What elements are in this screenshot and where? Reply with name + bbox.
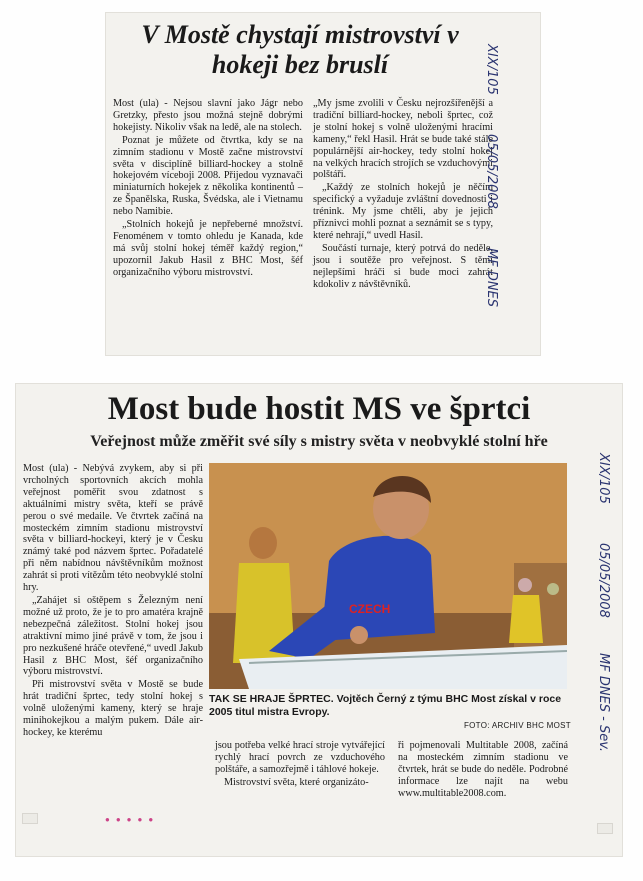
photo-credit: FOTO: ARCHIV BHC MOST [463, 721, 571, 730]
article-column-1 [113, 98, 303, 280]
subheadline: Veřejnost může změřit své síly s mistry světa v neobvyklé stolní hře [90, 433, 548, 450]
handwritten-date: 05/05/2008 [596, 543, 611, 618]
article-column-1 [23, 463, 203, 740]
headline: V Mostě chystají mistrovství v hokeji bez bruslí [141, 20, 459, 79]
caption-lead: TAK SE HRAJE ŠPRTEC. [209, 693, 334, 705]
jersey-text: CZECH [349, 602, 391, 616]
headline: Most bude hostit MS ve šprtci [107, 391, 531, 427]
paragraph: ři pojmenovali Multitable 2008, začíná na mosteckém zimním stadionu ve čtvrtek, hrát se bude do neděle. Podrobné informace lze najít na webu www.multitable2008.com. [398, 740, 568, 799]
paragraph: „Zahájet si oštěpem s Železným není možné už proto, že je to pro amatéra krajně nebezpečná záležitost. Stolní hokej jsou atraktivní mimo jiné právě v tom, že jsou i pro nezkušené hráče otevřené,“ uvedl Jakub Hasil z BHC Most, šéf organizačního výboru mistrovství. [23, 594, 203, 678]
paragraph: Při mistrovství světa v Mostě se bude hrát tradiční šprtec, tedy stolní hokej s volně uloženými kameny, který se hraje minihokejkou a malým pukem. Dále air-hockey, ke kterému [23, 679, 203, 738]
scan-mark [22, 813, 38, 824]
paragraph: Most (ula) - Nebývá zvykem, aby si při vrcholných sportovních akcích mohla veřejnost poměřit svou zdatnost s aktuálními mistry světa, kteří se právě perou o své medaile. Ve čtvrtek začíná na mosteckém zimním stadionu mistrovství světa v billiard-hockeyi, který je v Česku známý také pod názvem šprtec. Pořadatelé při něm nabídnou návštěvníkům možnost zahrát si proti vítězům této neobvyklé stolní hry. [23, 463, 203, 594]
paragraph: Poznat je můžete od čtvrtka, kdy se na zimním stadionu v Mostě začne mistrovství světa v disciplíně billiard-hockey a stolně hokejovém víceboji 2008. Přijedou vyznavači miniaturních hokejek z několika kontinentů – ze Španělska, Ruska, Švédska, ale i Vietnamu nebo Namibie. [113, 134, 303, 218]
handwritten-date: 05/05/2008 [484, 134, 499, 209]
paragraph: „Každý ze stolních hokejů je něčím specifický a vyžaduje zvláštní dovednosti i trénink. My jsme chtěli, aby je jejich příznivci mohli poznat a seznámit se s typy, které nehrají,“ uvedl Hasil. [313, 182, 493, 241]
clipping-mosteckem [105, 12, 541, 356]
handwritten-ref: XIX/105 [596, 453, 611, 504]
clipping-most-ms [15, 383, 623, 857]
decorative-dots: ● ● ● ● ● [105, 815, 156, 824]
handwritten-source: MF DNES [484, 248, 499, 308]
article-column-2 [215, 740, 385, 790]
paragraph: Mistrovství světa, které organizáto- [224, 776, 369, 788]
paragraph: „Stolních hokejů je nepřeberné množství. Fenoménem v tomto ohledu je Kanada, kde má svůj stolní hokej téměř každý region,“ upozornil Jakub Hasil z BHC Most, šéf organizačního výboru mistrovství. [113, 219, 303, 278]
photo-caption [209, 693, 571, 732]
article-photo [209, 463, 567, 689]
paragraph: Součástí turnaje, který potrvá do neděle, jsou i soutěže pro veřejnost. S těmi nejlepšími hráči si bude moci zahrát kdokoliv z návštěvníků. [313, 242, 493, 290]
scan-mark [597, 823, 613, 834]
article-column-3 [398, 740, 568, 801]
article-column-2 [313, 98, 493, 292]
paragraph: jsou potřeba velké hrací stroje vytvářející rychlý hrací povrch ze vzduchového polštáře, a samozřejmě i táhlové hokeje. [215, 740, 385, 775]
handwritten-ref: XIX/105 [484, 44, 499, 95]
handwritten-source: MF DNES - Sev. [596, 653, 611, 752]
caption-text: Vojtěch Černý z týmu BHC Most získal v roce 2005 titul mistra Evropy. [209, 693, 562, 718]
paragraph: „My jsme zvolili v Česku nejrozšířenější a tradiční billiard-hockey, neboli šprtec, což je stolní hokej s volně uloženými hracími kameny,“ řekl Hasil. Hrát se bude také stále populárnější air-hockey, tedy stolní hokej na velkých hracích strojích se vzduchovými polštáři. [313, 98, 493, 181]
photo-scene [209, 463, 567, 689]
paragraph: Most (ula) - Nejsou slavní jako Jágr nebo Gretzky, přesto jsou možná stejně dobrými hokejisty. Nikoliv však na ledě, ale na stolech. [113, 98, 303, 133]
